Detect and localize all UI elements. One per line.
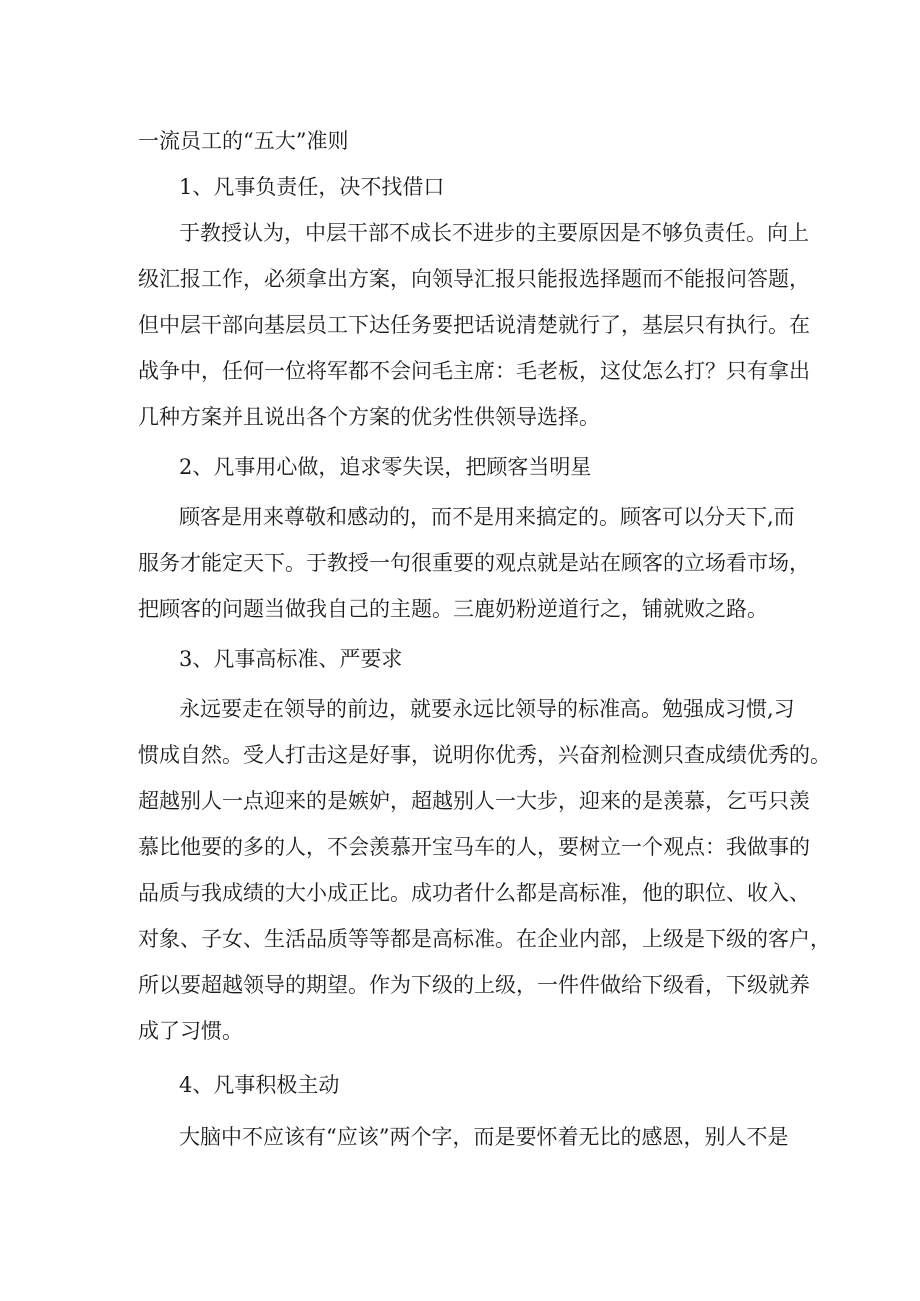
paragraph-line: 于教授认为，中层干部不成长不进步的主要原因是不够负责任。向上: [179, 221, 809, 245]
paragraph-line: 慕比他要的多的人，不会羡慕开宝马车的人，要树立一个观点：我做事的: [138, 835, 810, 859]
paragraph-line: 但中层干部向基层员工下达任务要把话说清楚就行了，基层只有执行。在: [138, 313, 810, 337]
section-heading-2: 2、凡事用心做，追求零失误，把顾客当明星: [179, 455, 592, 479]
document-title: 一流员工的“五大”准则: [138, 129, 349, 153]
paragraph-line: 品质与我成绩的大小成正比。成功者什么都是高标准，他的职位、收入、: [138, 881, 810, 905]
paragraph-line: 级汇报工作，必须拿出方案，向领导汇报只能报选择题而不能报问答题，: [138, 267, 810, 291]
section-heading-3: 3、凡事高标准、严要求: [179, 647, 403, 671]
paragraph-line: 顾客是用来尊敬和感动的，而不是用来搞定的。顾客可以分天下,而: [179, 505, 795, 529]
paragraph-line: 惯成自然。受人打击这是好事，说明你优秀，兴奋剂检测只查成绩优秀的。: [138, 743, 831, 767]
paragraph-line: 大脑中不应该有“应该”两个字，而是要怀着无比的感恩，别人不是: [179, 1125, 789, 1149]
paragraph-line: 永远要走在领导的前边，就要永远比领导的标准高。勉强成习惯,习: [179, 697, 795, 721]
section-heading-1: 1、凡事负责任，决不找借口: [179, 175, 445, 199]
paragraph-line: 对象、子女、生活品质等等都是高标准。在企业内部，上级是下级的客户，: [138, 927, 831, 951]
paragraph-line: 几种方案并且说出各个方案的优劣性供领导选择。: [138, 405, 600, 429]
paragraph-line: 把顾客的问题当做我自己的主题。三鹿奶粉逆道行之，铺就败之路。: [138, 597, 768, 621]
section-heading-4: 4、凡事积极主动: [179, 1073, 340, 1097]
paragraph-line: 所以要超越领导的期望。作为下级的上级，一件件做给下级看，下级就养: [138, 973, 810, 997]
paragraph-line: 成了习惯。: [138, 1019, 243, 1043]
paragraph-line: 服务才能定天下。于教授一句很重要的观点就是站在顾客的立场看市场，: [138, 551, 810, 575]
paragraph-line: 超越别人一点迎来的是嫉妒，超越别人一大步，迎来的是羡慕，乞丐只羡: [138, 789, 810, 813]
paragraph-line: 战争中，任何一位将军都不会问毛主席：毛老板，这仗怎么打？只有拿出: [138, 359, 810, 383]
